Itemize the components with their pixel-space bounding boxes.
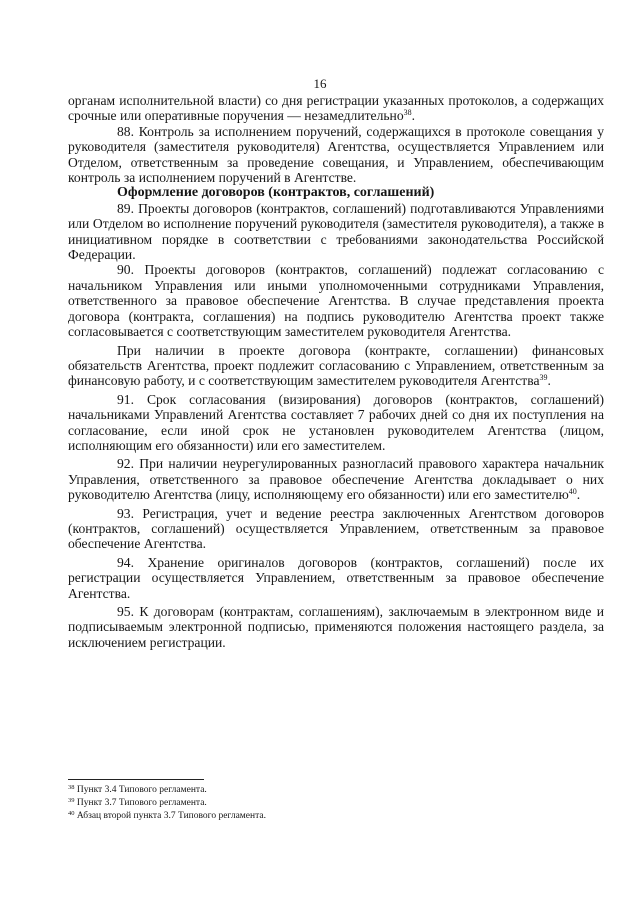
footnote-number: 38: [68, 784, 75, 791]
footnote-divider: [68, 779, 204, 780]
paragraph-94: 94. Хранение оригиналов договоров (контрактов, соглашений) после их регистрации осуществляется Управлением, ответственным за правовое обеспечение Агентства.: [68, 554, 604, 601]
footnote-ref: 39: [539, 373, 548, 383]
paragraph-90-financial: При наличии в проекте договора (контракте, соглашении) финансовых обязательств Агентства, проект подлежит согласованию с Управлением, ответственным за финансовую работу, и с соответствующим заместителем руководителя Агентства$^{39}$.: [68, 342, 604, 389]
paragraph-text: При наличии в проекте договора (контракте, соглашении) финансовых обязательств Агентства, проект подлежит согласованию с Управлением, ответственным за финансовую работу, и с соответствующим заместителем руководителя Агентства: [68, 342, 604, 389]
footnote-number: 39: [68, 797, 75, 804]
footnote-ref: 40: [568, 487, 577, 497]
paragraph-93: 93. Регистрация, учет и ведение реестра заключенных Агентством договоров (контрактов, соглашений) осуществляется Управлением, ответственным за правовое обеспечение Агентства.: [68, 505, 604, 552]
paragraph-text: 92. При наличии неурегулированных разногласий правового характера начальник Управления, ответственного за правовое обеспечение Агентства докладывает о них руководителю Агентства (лицу, исполняющему его обязанности) или его заместителю: [68, 456, 604, 503]
section-heading: Оформление договоров (контрактов, соглашений): [117, 185, 435, 201]
paragraph-88: 88. Контроль за исполнением поручений, содержащихся в протоколе совещания у руководителя (заместителя руководителя) Агентства, осуществляется Управлением или Отделом, ответственным за проведение совещания, и Управлением, обеспечивающим контроль за исполнением поручений в Агентстве.: [68, 123, 604, 186]
paragraph-89: 89. Проекты договоров (контрактов, соглашений) подготавливаются Управлениями или Отделом во исполнение поручений руководителя (заместителя руководителя), а также в инициативном порядке в соответствии с требованиями законодательства Российской Федерации.: [68, 200, 604, 263]
paragraph-continuation: органам исполнительной власти) со дня регистрации указанных протоколов, а содержащих срочные или оперативные поручения — незамедлительно$^{38}$.: [68, 93, 604, 124]
footnote-text: Абзац второй пункта 3.7 Типового регламента.: [76, 811, 266, 821]
footnote-ref: 38: [403, 108, 412, 118]
paragraph-90: 90. Проекты договоров (контрактов, соглашений) подлежат согласованию с начальником Управления или иными уполномоченными сотрудниками Управления, ответственного за правовое обеспечение Агентства. В случае представления проекта договора (контракта, соглашения) на подпись руководителю Агентства проект также согласовывается с соответствующим заместителем руководителя Агентства.: [68, 262, 604, 340]
footnote-text: Пункт 3.4 Типового регламента.: [76, 785, 207, 795]
paragraph-92: 92. При наличии неурегулированных разногласий правового характера начальник Управления, ответственного за правовое обеспечение Агентства докладывает о них руководителю Агентства (лицу, исполняющему его обязанности) или его заместителю$^{40}$.: [68, 456, 604, 503]
paragraph-91: 91. Срок согласования (визирования) договоров (контрактов, соглашений) начальниками Управлений Агентства составляет 7 рабочих дней со дня их поступления на согласование, если иной срок не установлен руководителем Агентства (лицом, исполняющим его обязанности) или его заместителем.: [68, 391, 604, 453]
footnote-text: Пункт 3.7 Типового регламента.: [76, 798, 207, 808]
footnote-number: 40: [68, 810, 75, 817]
footnote-item: [68, 784, 604, 797]
footnotes: [68, 784, 604, 823]
document-body: [68, 93, 604, 650]
paragraph-95: 95. К договорам (контрактам, соглашениям), заключаемым в электронном виде и подписываемым электронной подписью, применяются положения настоящего раздела, за исключением регистрации.: [68, 604, 604, 650]
page-number: 16: [313, 76, 327, 91]
footnote-item: [68, 810, 604, 823]
paragraph-text: органам исполнительной власти) со дня регистрации указанных протоколов, а содержащих срочные или оперативные поручения — незамедлительно: [68, 93, 604, 124]
footnote-item: [68, 797, 604, 810]
